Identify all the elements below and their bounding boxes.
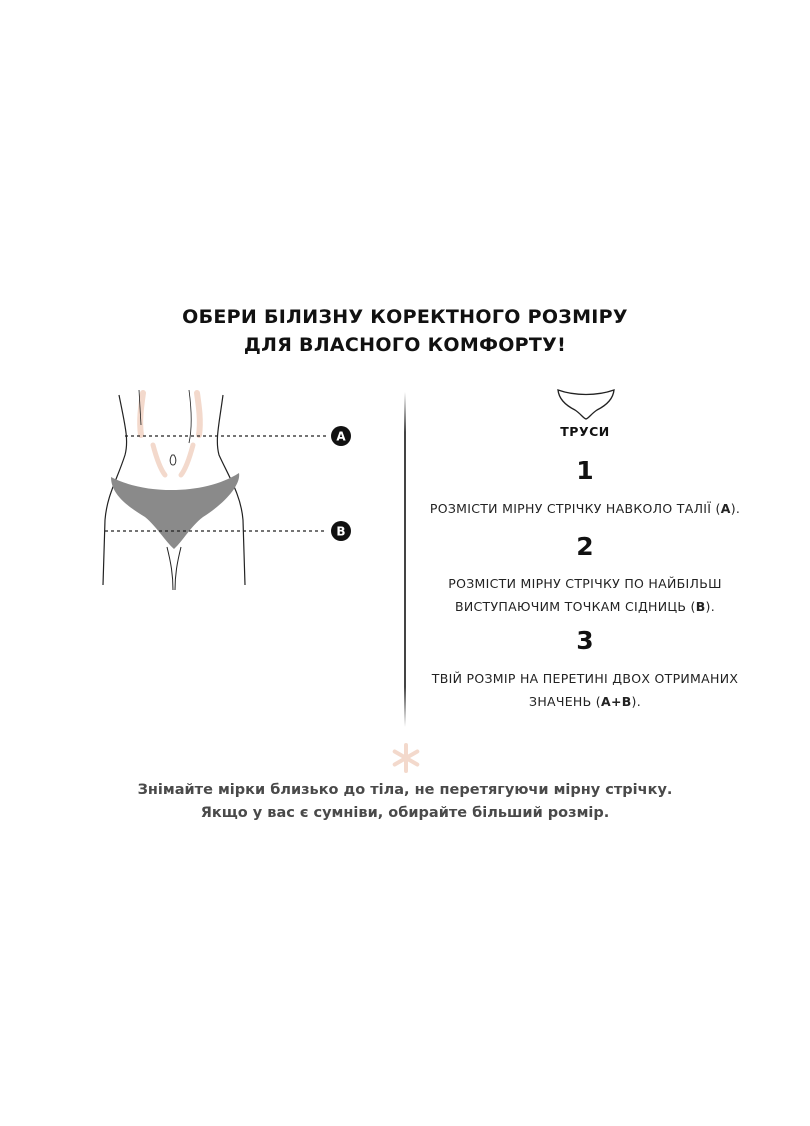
step-2-text: РОЗМІСТИ МІРНУ СТРІЧКУ ПО НАЙБІЛЬШ ВИСТУПАЮЧИМ ТОЧКАМ СІДНИЦЬ (B).	[448, 576, 722, 614]
marker-a	[331, 426, 351, 446]
vertical-divider	[404, 392, 406, 727]
step-2-number: 2	[576, 532, 594, 561]
product-label: ТРУСИ	[560, 424, 610, 439]
marker-b-label: B	[336, 524, 346, 539]
step-1-text: РОЗМІСТИ МІРНУ СТРІЧКУ НАВКОЛО ТАЛІЇ (A).	[429, 501, 741, 516]
asterisk-icon	[390, 742, 422, 774]
marker-b	[331, 521, 351, 541]
note-line-2: Якщо у вас є сумніви, обирайте більший розмір.	[200, 805, 610, 821]
page-title-line-1: ОБЕРИ БІЛИЗНУ КОРЕКТНОГО РОЗМІРУ	[182, 306, 628, 328]
step-3-text: ТВІЙ РОЗМІР НА ПЕРЕТИНІ ДВОХ ОТРИМАНИХ ЗНАЧЕНЬ (A+B).	[431, 671, 739, 709]
step-3-number: 3	[576, 626, 594, 655]
note-line-1: Знімайте мірки близько до тіла, не перетягуючи мірну стрічку.	[137, 782, 673, 798]
briefs-icon	[555, 386, 617, 422]
briefs-garment	[111, 473, 239, 549]
marker-a-label: A	[336, 429, 346, 444]
navel	[170, 455, 176, 465]
body-measurement-illustration	[95, 385, 365, 595]
step-1-number: 1	[576, 456, 594, 485]
page-title-line-2: ДЛЯ ВЛАСНОГО КОМФОРТУ!	[243, 334, 567, 356]
